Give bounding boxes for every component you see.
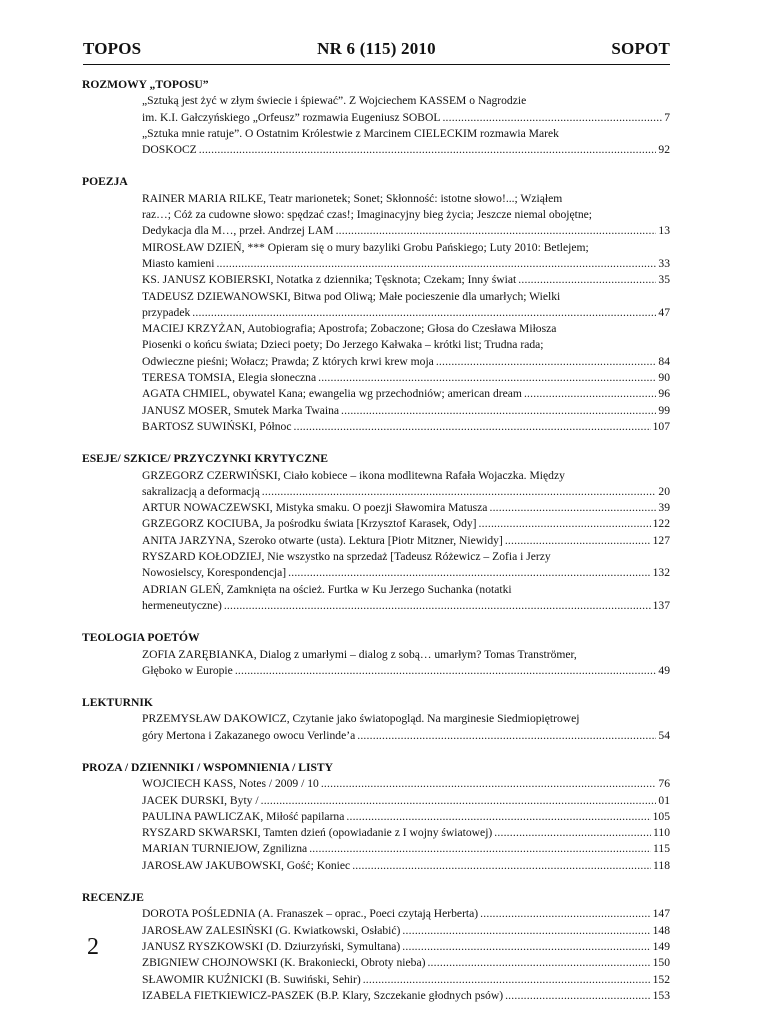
header-rule — [83, 64, 670, 65]
entry-page-number: 7 — [664, 110, 670, 124]
entry-page-number: 118 — [653, 858, 670, 872]
dot-leader — [318, 370, 656, 386]
dot-leader — [288, 565, 650, 581]
entry-line: ANITA JARZYNA, Szeroko otwarte (usta). Lektura [Piotr Mitzner, Niewidy] — [142, 533, 503, 547]
entry-line: Głęboko w Europie — [142, 663, 233, 677]
entry-line: przypadek — [142, 305, 191, 319]
entry-line: KS. JANUSZ KOBIERSKI, Notatka z dziennika; Tęsknota; Czekam; Inny świat — [142, 273, 517, 287]
entry-line: „Sztuka mnie ratuje”. O Ostatnim Królestwie z Marcinem CIELECKIM rozmawia Marek — [142, 126, 559, 140]
entry-line: MACIEJ KRZYŻAN, Autobiografia; Apostrofa; Zobaczone; Głosa do Czesława Miłosza — [142, 322, 557, 336]
section-title: ROZMOWY „TOPOSU” — [82, 78, 209, 91]
toc-entry — [142, 809, 670, 825]
toc-entry — [142, 468, 670, 501]
entry-page-number: 127 — [652, 533, 670, 547]
toc-entry — [142, 289, 670, 322]
section-title: TEOLOGIA POETÓW — [82, 631, 200, 645]
entry-page-number: 105 — [652, 809, 670, 823]
entry-line: PAULINA PAWLICZAK, Miłość papilarna — [142, 809, 345, 823]
entry-line: DOSKOCZ — [142, 143, 197, 157]
dot-leader — [309, 841, 651, 857]
toc-entry — [142, 191, 670, 240]
entry-line: ZBIGNIEW CHOJNOWSKI (K. Brakoniecki, Obroty nieba) — [142, 956, 426, 970]
dot-leader — [341, 403, 656, 419]
entry-page-number: 148 — [652, 923, 670, 937]
entry-line: raz…; Cóż za cudowne słowo: spędzać czas!; Imaginacyjny bieg życia; Jeszcze niemal obojętne; — [142, 208, 593, 222]
entry-line: ARTUR NOWACZEWSKI, Mistyka smaku. O poezji Sławomira Matusza — [142, 501, 488, 515]
entry-line: WOJCIECH KASS, Notes / 2009 / 10 — [142, 777, 319, 791]
section-title: ESEJE/ SZKICE/ PRZYCZYNKI KRYTYCZNE — [82, 452, 329, 466]
entry-line: DOROTA POŚLEDNIA (A. Franaszek – oprac., Poeci czytają Herberta) — [142, 907, 479, 921]
toc-entry — [142, 972, 670, 988]
entry-page-number: 152 — [652, 972, 670, 986]
entry-page-number: 90 — [658, 371, 670, 385]
dot-leader — [363, 972, 651, 988]
section-title: RECENZJE — [82, 891, 144, 905]
entry-line: ZOFIA ZARĘBIANKA, Dialog z umarłymi – dialog z sobą… umarłym? Tomas Tranströmer, — [142, 647, 577, 661]
journal-title: TOPOS — [83, 39, 142, 58]
dot-leader — [489, 500, 656, 516]
toc-entry — [142, 533, 670, 549]
toc-entry — [142, 403, 670, 419]
entry-line: ADRIAN GLEŃ, Zamknięta na oścież. Furtka w Ku Jerzego Suchanka (notatki — [142, 582, 512, 596]
entry-page-number: 84 — [658, 354, 670, 368]
toc-section — [82, 630, 670, 679]
entry-line: TADEUSZ DZIEWANOWSKI, Bitwa pod Oliwą; Małe pocieszenie dla umarłych; Wielki — [142, 289, 561, 303]
dot-leader — [192, 305, 656, 321]
entry-line: JANUSZ RYSZKOWSKI (D. Dziurzyński, Symultana) — [142, 939, 401, 953]
entry-page-number: 01 — [658, 793, 670, 807]
entry-page-number: 115 — [653, 842, 670, 856]
dot-leader — [505, 988, 651, 1004]
entry-page-number: 54 — [658, 728, 670, 742]
entry-line: Piosenki o końcu świata; Dzieci poety; Do Jerzego Kałwaka – krótki list; Trudna rada; — [142, 338, 544, 352]
dot-leader — [352, 858, 651, 874]
entry-line: góry Mertona i Zakazanego owocu Verlinde’a — [142, 728, 356, 742]
table-of-contents — [82, 77, 670, 1020]
toc-entry — [142, 386, 670, 402]
entry-page-number: 147 — [652, 907, 670, 921]
dot-leader — [199, 142, 657, 158]
entry-line: RAINER MARIA RILKE, Teatr marionetek; Sonet; Skłonność: istotne słowo!...; Wziąłem — [142, 191, 563, 205]
toc-section — [82, 890, 670, 1004]
dot-leader — [479, 516, 651, 532]
entry-page-number: 150 — [652, 956, 670, 970]
dot-leader — [224, 598, 651, 614]
toc-entry — [142, 240, 670, 273]
dot-leader — [402, 939, 650, 955]
entry-page-number: 49 — [658, 663, 670, 677]
toc-entry — [142, 126, 670, 159]
toc-entry — [142, 988, 670, 1004]
entry-line: JAROSŁAW JAKUBOWSKI, Gość; Koniec — [142, 858, 351, 872]
toc-entry — [142, 370, 670, 386]
dot-leader — [480, 906, 650, 922]
toc-entry — [142, 93, 670, 126]
toc-entry — [142, 321, 670, 370]
entry-page-number: 76 — [658, 777, 670, 791]
toc-entry — [142, 549, 670, 582]
entry-page-number: 35 — [658, 273, 670, 287]
entry-page-number: 39 — [658, 501, 670, 515]
toc-section — [82, 451, 670, 614]
entry-line: JAROSŁAW ZALESIŃSKI (G. Kwiatkowski, Osłabić) — [142, 923, 401, 937]
dot-leader — [524, 386, 656, 402]
entry-line: GRZEGORZ CZERWIŃSKI, Ciało kobiece – ikona modlitewna Rafała Wojaczka. Między — [142, 468, 565, 482]
entry-page-number: 20 — [658, 484, 670, 498]
toc-entry — [142, 825, 670, 841]
dot-leader — [518, 272, 656, 288]
dot-leader — [442, 110, 662, 126]
dot-leader — [336, 223, 657, 239]
entry-page-number: 33 — [658, 256, 670, 270]
entry-line: BARTOSZ SUWIŃSKI, Północ — [142, 419, 292, 433]
entry-line: Odwieczne pieśni; Wołacz; Prawda; Z których krwi krew moja — [142, 354, 434, 368]
entry-page-number: 99 — [658, 403, 670, 417]
toc-section — [82, 174, 670, 435]
entry-line: JANUSZ MOSER, Smutek Marka Twaina — [142, 403, 340, 417]
toc-entry — [142, 647, 670, 680]
entry-line: IZABELA FIETKIEWICZ-PASZEK (B.P. Klary, Szczekanie głodnych psów) — [142, 988, 504, 1002]
entry-line: GRZEGORZ KOCIUBA, Ja pośrodku świata [Krzysztof Karasek, Ody] — [142, 517, 477, 531]
toc-entry — [142, 939, 670, 955]
toc-entry — [142, 776, 670, 792]
dot-leader — [494, 825, 651, 841]
toc-entry — [142, 923, 670, 939]
toc-entry — [142, 906, 670, 922]
dot-leader — [235, 663, 657, 679]
running-header — [83, 38, 670, 62]
entry-line: „Sztuką jest żyć w złym świecie i śpiewać”. Z Wojciechem KASSEM o Nagrodzie — [142, 94, 527, 108]
toc-entry — [142, 858, 670, 874]
section-title: PROZA / DZIENNIKI / WSPOMNIENIA / LISTY — [82, 760, 334, 774]
entry-page-number: 110 — [653, 826, 670, 840]
toc-section — [82, 760, 670, 874]
entry-line: SŁAWOMIR KUŹNICKI (B. Suwiński, Sehir) — [142, 972, 361, 986]
entry-page-number: 92 — [658, 143, 670, 157]
dot-leader — [261, 793, 657, 809]
issue-number: NR 6 (115) 2010 — [317, 39, 436, 58]
entry-line: TERESA TOMSIA, Elegia słoneczna — [142, 371, 317, 385]
toc-section — [82, 695, 670, 744]
dot-leader — [216, 256, 656, 272]
entry-page-number: 107 — [652, 419, 670, 433]
entry-page-number: 149 — [652, 939, 670, 953]
dot-leader — [321, 776, 657, 792]
toc-entry — [142, 793, 670, 809]
toc-entry — [142, 500, 670, 516]
toc-entry — [142, 711, 670, 744]
entry-line: MIROSŁAW DZIEŃ, *** Opieram się o mury bazyliki Grobu Pańskiego; Luty 2010: Betlejem; — [142, 240, 589, 254]
entry-page-number: 153 — [652, 988, 670, 1002]
entry-line: hermeneutyczne) — [142, 598, 222, 612]
entry-line: sakralizacją a deformacją — [142, 484, 260, 498]
dot-leader — [402, 923, 650, 939]
entry-line: Nowosielscy, Korespondencja] — [142, 566, 287, 580]
entry-line: Dedykacja dla M…, przeł. Andrzej LAM — [142, 224, 334, 238]
entry-page-number: 96 — [658, 387, 670, 401]
entry-line: JACEK DURSKI, Byty / — [142, 793, 259, 807]
toc-entry — [142, 272, 670, 288]
entry-page-number: 132 — [652, 566, 670, 580]
section-title: POEZJA — [82, 175, 128, 189]
entry-line: im. K.I. Gałczyńskiego „Orfeusz” rozmawia Eugeniusz SOBOL — [142, 110, 441, 124]
entry-line: RYSZARD KOŁODZIEJ, Nie wszystko na sprzedaż [Tadeusz Różewicz – Zofia i Jerzy — [142, 550, 551, 564]
toc-entry — [142, 955, 670, 971]
dot-leader — [357, 728, 656, 744]
entry-line: PRZEMYSŁAW DAKOWICZ, Czytanie jako światopogląd. Na marginesie Siedmiopiętrowej — [142, 712, 580, 726]
entry-page-number: 122 — [652, 517, 670, 531]
entry-page-number: 137 — [652, 598, 670, 612]
section-title: LEKTURNIK — [82, 696, 153, 710]
entry-page-number: 47 — [658, 305, 670, 319]
entry-page-number: 13 — [658, 224, 670, 238]
toc-section — [82, 77, 670, 158]
dot-leader — [346, 809, 650, 825]
dot-leader — [505, 533, 651, 549]
toc-entry — [142, 516, 670, 532]
city-name: SOPOT — [611, 39, 670, 58]
page-number: 2 — [87, 934, 99, 960]
dot-leader — [436, 354, 657, 370]
entry-line: MARIAN TURNIEJOW, Zgnilizna — [142, 842, 308, 856]
toc-entry — [142, 419, 670, 435]
entry-line: AGATA CHMIEL, obywatel Kana; ewangelia wg przechodniów; american dream — [142, 387, 522, 401]
dot-leader — [427, 955, 650, 971]
entry-line: Miasto kamieni — [142, 256, 215, 270]
toc-entry — [142, 582, 670, 615]
entry-line: RYSZARD SKWARSKI, Tamten dzień (opowiadanie z I wojny światowej) — [142, 826, 493, 840]
dot-leader — [262, 484, 657, 500]
toc-entry — [142, 841, 670, 857]
dot-leader — [294, 419, 651, 435]
